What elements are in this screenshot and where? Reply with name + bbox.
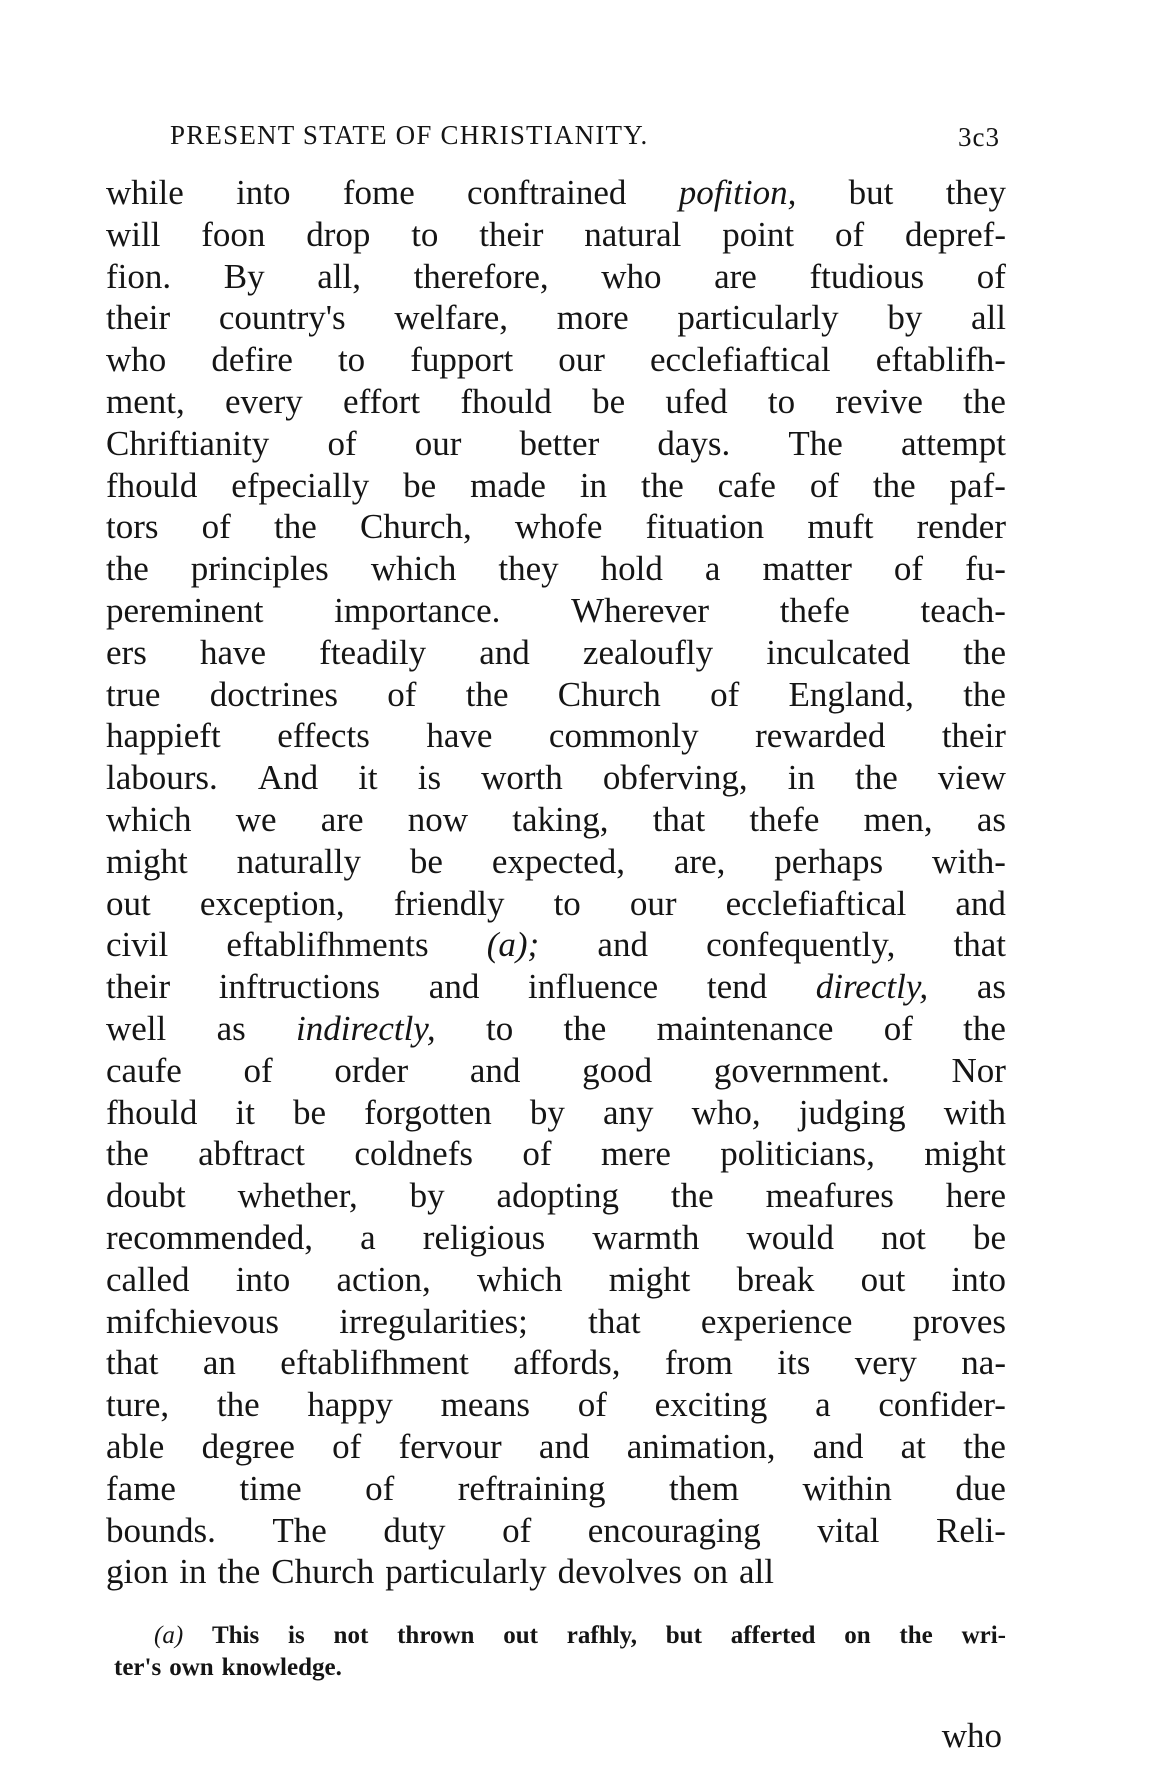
text-line: fion. By all, therefore, who are ftudious of bbox=[106, 256, 1006, 296]
text-line: who defire to fupport our ecclefiaftical eftablifh- bbox=[106, 340, 1006, 380]
text-line: will foon drop to their natural point of depref- bbox=[106, 214, 1006, 254]
text-line: caufe of order and good government. Nor bbox=[106, 1050, 1006, 1090]
text-line: civil eftablifhments (a); and confequently, that bbox=[106, 925, 1006, 965]
text-line: mifchievous irregularities; that experience proves bbox=[106, 1301, 1006, 1341]
text-line: their country's welfare, more particularly by all bbox=[106, 298, 1006, 338]
text-line: able degree of fervour and animation, and at the bbox=[106, 1426, 1006, 1466]
page-number: 3c3 bbox=[958, 122, 1000, 152]
text-line: called into action, which might break out into bbox=[106, 1259, 1006, 1299]
text-line: their inftructions and influence tend directly, as bbox=[106, 967, 1006, 1007]
footnote-line: ter's own knowledge. bbox=[114, 1654, 342, 1681]
text-line: which we are now taking, that thefe men, as bbox=[106, 799, 1006, 839]
running-title: PRESENT STATE OF CHRISTIANITY. bbox=[170, 120, 649, 150]
running-head bbox=[170, 120, 1000, 164]
footnote bbox=[114, 1620, 1006, 1684]
text-line: the abftract coldnefs of mere politicians, might bbox=[106, 1134, 1006, 1174]
text-line: doubt whether, by adopting the meafures here bbox=[106, 1176, 1006, 1216]
text-line: recommended, a religious warmth would not be bbox=[106, 1217, 1006, 1257]
text-line: Chriftianity of our better days. The attempt bbox=[106, 423, 1006, 463]
text-line: true doctrines of the Church of England, the bbox=[106, 674, 1006, 714]
text-line: fhould efpecially be made in the cafe of the paf- bbox=[106, 465, 1006, 505]
text-line: the principles which they hold a matter of fu- bbox=[106, 549, 1006, 589]
text-line: labours. And it is worth obferving, in the view bbox=[106, 758, 1006, 798]
text-line: might naturally be expected, are, perhaps with- bbox=[106, 841, 1006, 881]
text-line: ment, every effort fhould be ufed to revive the bbox=[106, 381, 1006, 421]
text-line: out exception, friendly to our ecclefiaftical and bbox=[106, 883, 1006, 923]
body-text bbox=[106, 172, 1006, 1593]
catchword: who bbox=[941, 1716, 1002, 1755]
text-line: bounds. The duty of encouraging vital Reli- bbox=[106, 1510, 1006, 1550]
text-line: while into fome conftrained pofition, but they bbox=[106, 173, 1006, 212]
text-line: ers have fteadily and zealoufly inculcated the bbox=[106, 632, 1006, 672]
text-line: fame time of reftraining them within due bbox=[106, 1468, 1006, 1508]
text-line: fhould it be forgotten by any who, judging with bbox=[106, 1092, 1006, 1132]
text-line: that an eftablifhment affords, from its very na- bbox=[106, 1343, 1006, 1383]
text-line: pereminent importance. Wherever thefe teach- bbox=[106, 590, 1006, 630]
text-line: gion in the Church particularly devolves on all bbox=[106, 1552, 774, 1592]
footnote-line: (a) This is not thrown out rafhly, but afferted on the wri- bbox=[154, 1622, 1006, 1649]
text-line: ture, the happy means of exciting a confider- bbox=[106, 1385, 1006, 1425]
text-line: tors of the Church, whofe fituation muft render bbox=[106, 507, 1006, 547]
text-line: well as indirectly, to the maintenance of the bbox=[106, 1008, 1006, 1048]
text-line: happieft effects have commonly rewarded their bbox=[106, 716, 1006, 756]
